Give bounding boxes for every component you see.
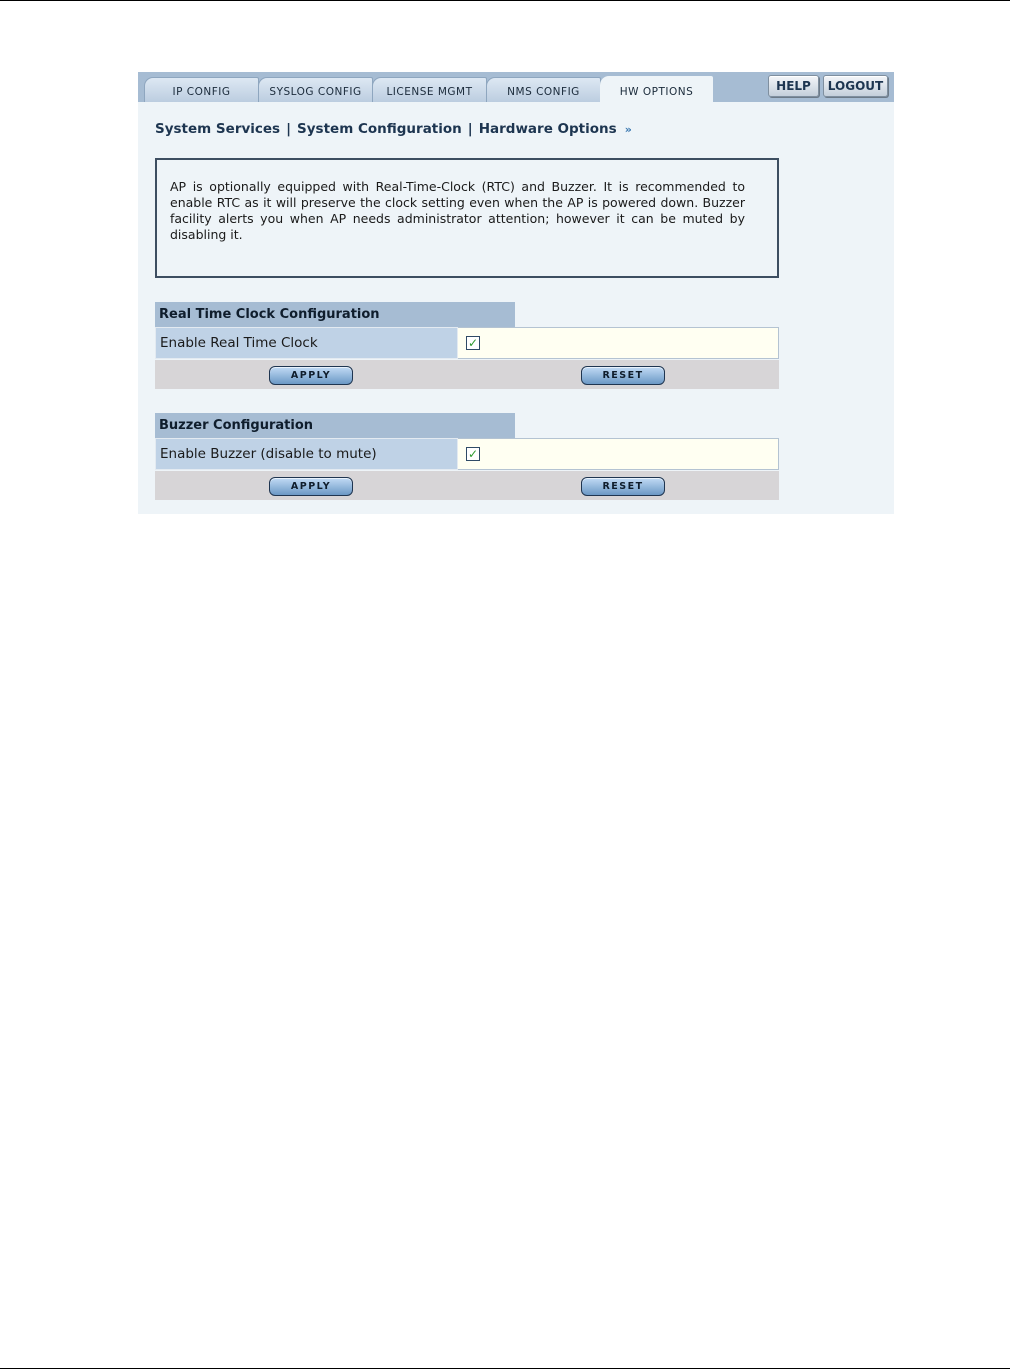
- rtc-enable-label: Enable Real Time Clock: [155, 327, 458, 359]
- buzzer-enable-checkbox[interactable]: [466, 447, 480, 461]
- buzzer-section-header: [155, 413, 515, 438]
- hw-options-panel: [138, 72, 894, 514]
- buzzer-enable-value-cell: [458, 438, 779, 470]
- breadcrumb-hardware-options: Hardware Options: [478, 121, 617, 137]
- tab-hw-options[interactable]: HW OPTIONS: [600, 76, 713, 103]
- help-button[interactable]: HELP: [768, 75, 819, 97]
- double-chevron-right-icon: »: [624, 122, 632, 136]
- rtc-enable-value-cell: [458, 327, 779, 359]
- breadcrumb-system-services: System Services: [155, 121, 281, 137]
- buzzer-button-bar: [155, 471, 779, 500]
- checkmark-icon: ✓: [467, 447, 479, 461]
- breadcrumb-separator: |: [286, 121, 292, 137]
- buzzer-section-title: Buzzer Configuration: [159, 418, 314, 433]
- rtc-section-header: [155, 302, 515, 327]
- page-top-rule: [0, 0, 1010, 1]
- rtc-button-bar: [155, 360, 779, 389]
- rtc-enable-row: [155, 327, 779, 359]
- tab-nms-config[interactable]: NMS CONFIG: [486, 77, 601, 102]
- breadcrumb-system-configuration: System Configuration: [297, 121, 462, 137]
- tab-license-mgmt[interactable]: LICENSE MGMT: [372, 77, 487, 102]
- buzzer-enable-row: [155, 438, 779, 470]
- rtc-reset-button[interactable]: RESET: [581, 366, 665, 385]
- buzzer-apply-button[interactable]: APPLY: [269, 477, 353, 496]
- buzzer-enable-label: Enable Buzzer (disable to mute): [155, 438, 458, 470]
- breadcrumb: [155, 121, 632, 137]
- checkmark-icon: ✓: [467, 336, 479, 350]
- rtc-apply-button[interactable]: APPLY: [269, 366, 353, 385]
- tab-syslog-config[interactable]: SYSLOG CONFIG: [258, 77, 373, 102]
- info-box: [155, 158, 779, 278]
- logout-button[interactable]: LOGOUT: [823, 75, 888, 97]
- buzzer-reset-button[interactable]: RESET: [581, 477, 665, 496]
- tab-ip-config[interactable]: IP CONFIG: [144, 77, 259, 102]
- rtc-enable-checkbox[interactable]: [466, 336, 480, 350]
- page-bottom-rule: [0, 1368, 1010, 1369]
- breadcrumb-separator: |: [467, 121, 473, 137]
- rtc-section-title: Real Time Clock Configuration: [159, 307, 380, 322]
- tab-bar: [138, 72, 894, 102]
- info-text: AP is optionally equipped with Real-Time-Clock (RTC) and Buzzer. It is recommended to enable RTC as it will preserve the clock setting even when the AP is powered down. Buzzer facility alerts you when AP needs administrator attention; however it can be muted by disabling it.: [170, 179, 745, 242]
